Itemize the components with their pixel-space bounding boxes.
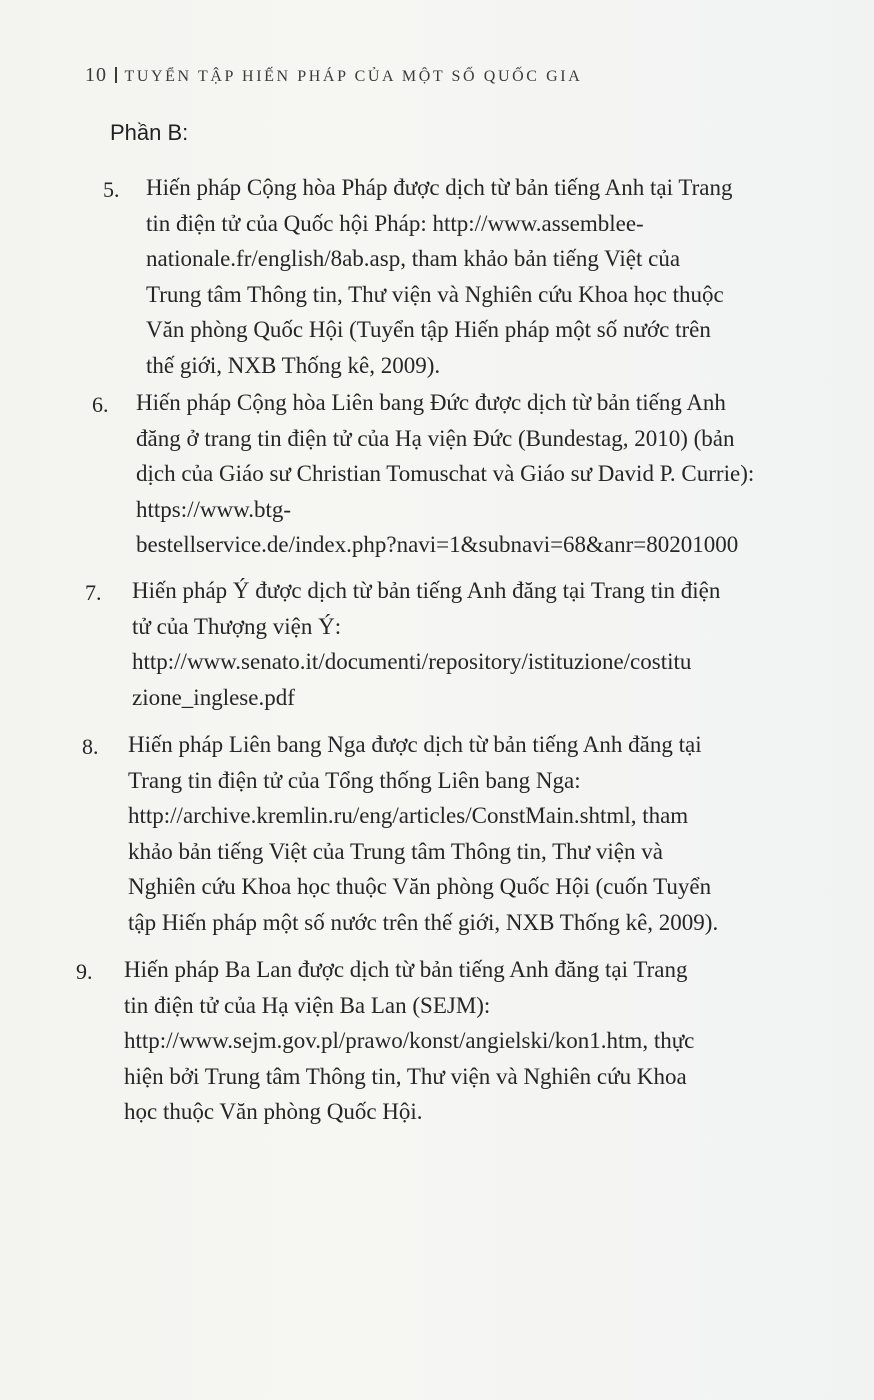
entry-text — [146, 170, 732, 383]
entry-line: Hiến pháp Cộng hòa Pháp được dịch từ bản tiếng Anh tại Trang — [146, 175, 733, 200]
entry-line: Hiến pháp Liên bang Nga được dịch từ bản tiếng Anh đăng tại — [128, 732, 702, 757]
entry-line: http://www.senato.it/documenti/repository/istituzione/costitu — [132, 649, 692, 674]
entry-text — [132, 573, 720, 715]
entry-text — [128, 727, 718, 940]
entry-line: Hiến pháp Ba Lan được dịch từ bản tiếng Anh đăng tại Trang — [124, 957, 688, 982]
entry-line: nationale.fr/english/8ab.asp, tham khảo bản tiếng Việt của — [146, 246, 681, 271]
entry-line: Hiến pháp Ý được dịch từ bản tiếng Anh đăng tại Trang tin điện — [132, 578, 721, 603]
entry-text — [124, 952, 694, 1130]
entry-number: 7. — [85, 580, 102, 605]
entry-line: Văn phòng Quốc Hội (Tuyển tập Hiến pháp một số nước trên — [146, 317, 711, 342]
entry-number: 6. — [92, 392, 109, 417]
entry-line: hiện bởi Trung tâm Thông tin, Thư viện và Nghiên cứu Khoa — [124, 1063, 687, 1089]
running-header — [85, 64, 582, 87]
entry-line: Trung tâm Thông tin, Thư viện và Nghiên cứu Khoa học thuộc — [146, 281, 724, 307]
entry-line: https://www.btg- — [136, 496, 292, 522]
entry-line: tin điện tử của Hạ viện Ba Lan (SEJM): — [124, 992, 491, 1018]
entry-line: bestellservice.de/index.php?navi=1&subnavi=68&anr=80201000 — [136, 532, 739, 557]
entry-line: dịch của Giáo sư Christian Tomuschat và Giáo sư David P. Currie): — [136, 461, 755, 486]
entry-line: học thuộc Văn phòng Quốc Hội. — [124, 1099, 423, 1124]
entry-line: thế giới, NXB Thống kê, 2009). — [146, 352, 441, 378]
entry-line: Hiến pháp Cộng hòa Liên bang Đức được dịch từ bản tiếng Anh — [136, 390, 726, 415]
entry-number: 5. — [103, 177, 120, 202]
entry-line: Nghiên cứu Khoa học thuộc Văn phòng Quốc Hội (cuốn Tuyển — [128, 874, 712, 899]
page-number: 10 — [85, 64, 107, 86]
entry-line: Trang tin điện tử của Tổng thống Liên bang Nga: — [128, 767, 581, 793]
entry-line: tử của Thượng viện Ý: — [132, 613, 342, 639]
entry-line: tập Hiến pháp một số nước trên thế giới, NXB Thống kê, 2009). — [128, 909, 719, 935]
entry-line: khảo bản tiếng Việt của Trung tâm Thông tin, Thư viện và — [128, 838, 663, 864]
entry-line: http://archive.kremlin.ru/eng/articles/ConstMain.shtml, tham — [128, 803, 689, 828]
entry-text — [136, 385, 754, 563]
header-divider — [115, 67, 117, 83]
entry-number: 9. — [76, 959, 93, 984]
book-title: TUYỂN TẬP HIẾN PHÁP CỦA MỘT SỐ QUỐC GIA — [124, 68, 583, 85]
entry-line: tin điện tử của Quốc hội Pháp: http://www.assemblee- — [146, 210, 644, 236]
entry-line: zione_inglese.pdf — [132, 684, 295, 710]
section-heading: Phần B: — [110, 120, 189, 145]
entry-line: đăng ở trang tin điện tử của Hạ viện Đức (Bundestag, 2010) (bản — [136, 425, 735, 451]
entry-line: http://www.sejm.gov.pl/prawo/konst/angielski/kon1.htm, thực — [124, 1028, 695, 1053]
entry-number: 8. — [82, 734, 99, 759]
